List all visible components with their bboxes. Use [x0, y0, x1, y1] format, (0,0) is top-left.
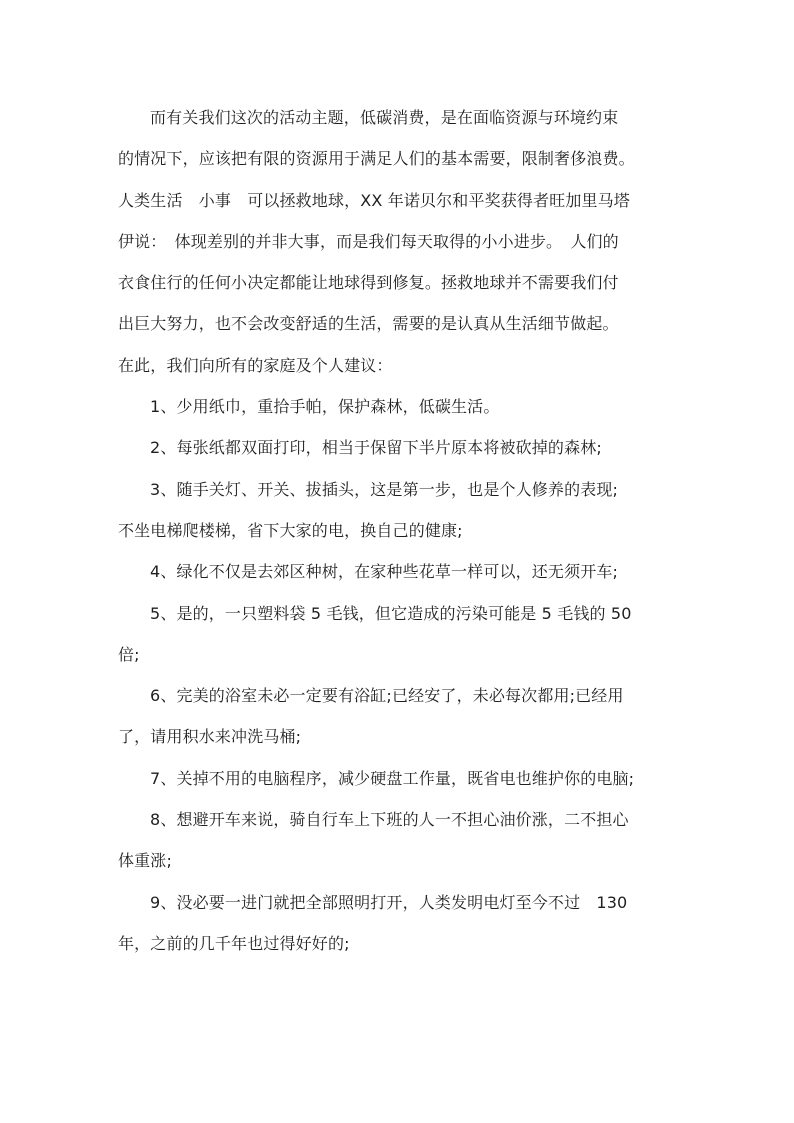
document-body	[118, 97, 678, 964]
list-item: 7、关掉不用的电脑程序，减少硬盘工作量，既省电也维护你的电脑;	[150, 768, 635, 788]
paragraph-line: 而有关我们这次的活动主题，低碳消费，是在面临资源与环境约束	[150, 108, 619, 127]
list-item: 1、少用纸巾，重拾手帕，保护森林，低碳生活。	[150, 397, 500, 417]
list-item: 2、每张纸都双面打印，相当于保留下半片原本将被砍掉的森林;	[150, 438, 602, 458]
paragraph-line: 在此，我们向所有的家庭及个人建议：	[118, 355, 393, 375]
paragraph-line: 的情况下，应该把有限的资源用于满足人们的基本需要，限制奢侈浪费。	[118, 149, 635, 169]
list-item: 4、绿化不仅是去郊区种树，在家种些花草一样可以，还无须开车;	[150, 562, 619, 582]
list-item-continuation: 倍;	[118, 644, 140, 664]
list-item-continuation: 不坐电梯爬楼梯，省下大家的电，换自己的健康;	[118, 520, 463, 540]
list-item: 3、随手关灯、开关、拔插头，这是第一步，也是个人修养的表现;	[150, 479, 619, 499]
list-item: 5、是的，一只塑料袋 5 毛钱，但它造成的污染可能是 5 毛钱的 50	[150, 603, 632, 623]
paragraph-line: 伊说： 体现差别的并非大事，而是我们每天取得的小小进步。 人们的	[118, 231, 619, 251]
list-item-continuation: 了，请用积水来冲洗马桶;	[118, 727, 302, 747]
list-item: 9、没必要一进门就把全部照明打开，人类发明电灯至今不过 130	[150, 892, 628, 912]
paragraph-line: 人类生活 小事 可以拯救地球，XX 年诺贝尔和平奖获得者旺加里马塔	[118, 190, 630, 210]
list-item-continuation: 年，之前的几千年也过得好好的;	[118, 933, 350, 953]
list-item: 8、想避开车来说，骑自行车上下班的人一不担心油价涨，二不担心	[150, 810, 629, 830]
list-item-continuation: 体重涨;	[118, 851, 172, 871]
paragraph-line: 衣食住行的任何小决定都能让地球得到修复。拯救地球并不需要我们付	[118, 273, 619, 293]
list-item: 6、完美的浴室未必一定要有浴缸;已经安了，未必每次都用;已经用	[150, 686, 624, 706]
paragraph-line: 出巨大努力，也不会改变舒适的生活，需要的是认真从生活细节做起。	[118, 314, 619, 334]
